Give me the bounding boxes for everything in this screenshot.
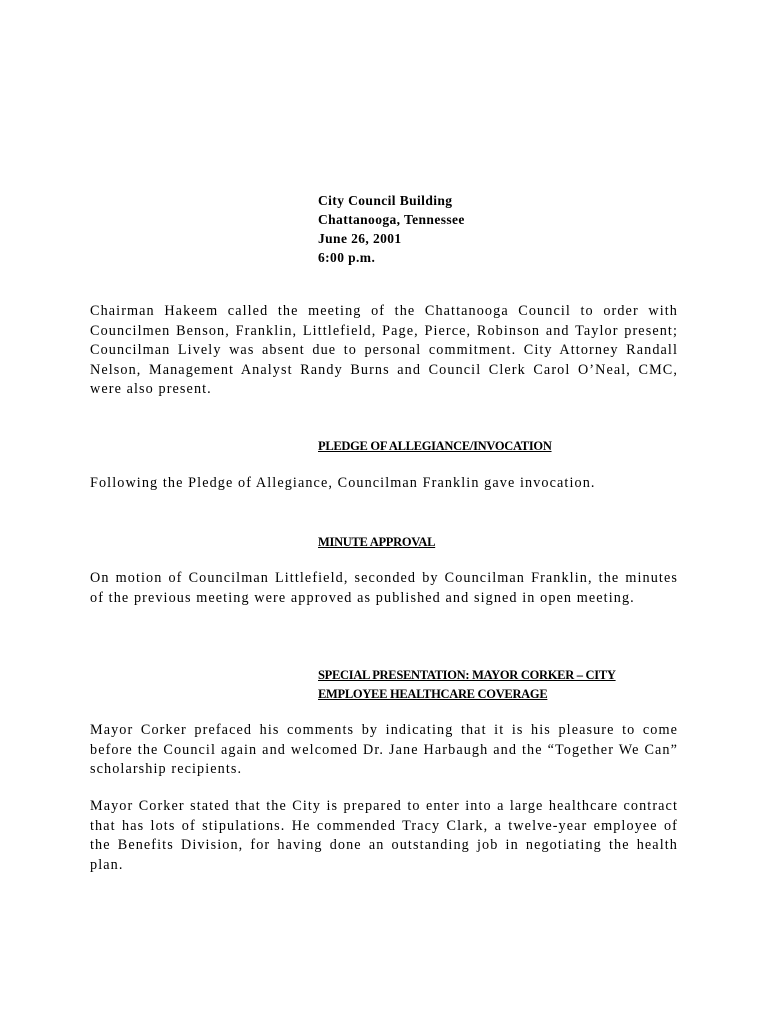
minutes-paragraph: On motion of Councilman Littlefield, seconded by Councilman Franklin, the minutes of the previous meeting were approved as published and signed in open meeting. xyxy=(90,570,678,606)
meeting-header xyxy=(318,191,465,267)
special-presentation-heading-line1: SPECIAL PRESENTATION: MAYOR CORKER – CITY xyxy=(318,668,616,682)
meeting-location: City Council Building xyxy=(318,193,453,208)
special-presentation-heading-line2: EMPLOYEE HEALTHCARE COVERAGE xyxy=(318,686,548,701)
special-presentation-paragraph-1: Mayor Corker prefaced his comments by indicating that it is his pleasure to come before the Council again and welcomed Dr. Jane Harbaugh and the “Together We Can” scholarship recipients. xyxy=(90,722,678,778)
special-presentation-paragraph-2: Mayor Corker stated that the City is prepared to enter into a large healthcare contract that has lots of stipulations. He commended Tracy Clark, a twelve-year employee of the Benefits Division, for having done an outstanding job in negotiating the health plan. xyxy=(90,798,678,873)
meeting-date: June 26, 2001 xyxy=(318,231,402,246)
pledge-heading: PLEDGE OF ALLEGIANCE/INVOCATION xyxy=(318,439,552,453)
special-presentation-heading xyxy=(318,666,616,703)
meeting-city: Chattanooga, Tennessee xyxy=(318,212,465,227)
minutes-heading: MINUTE APPROVAL xyxy=(318,535,436,549)
opening-paragraph: Chairman Hakeem called the meeting of the Chattanooga Council to order with Councilmen Benson, Franklin, Littlefield, Page, Pierce, Robinson and Taylor present; Councilman Lively was absent due to personal commitment. City Attorney Randall Nelson, Management Analyst Randy Burns and Council Clerk Carol O’Neal, CMC, were also present. xyxy=(90,303,678,398)
pledge-paragraph: Following the Pledge of Allegiance, Councilman Franklin gave invocation. xyxy=(90,475,596,491)
meeting-time: 6:00 p.m. xyxy=(318,250,376,265)
